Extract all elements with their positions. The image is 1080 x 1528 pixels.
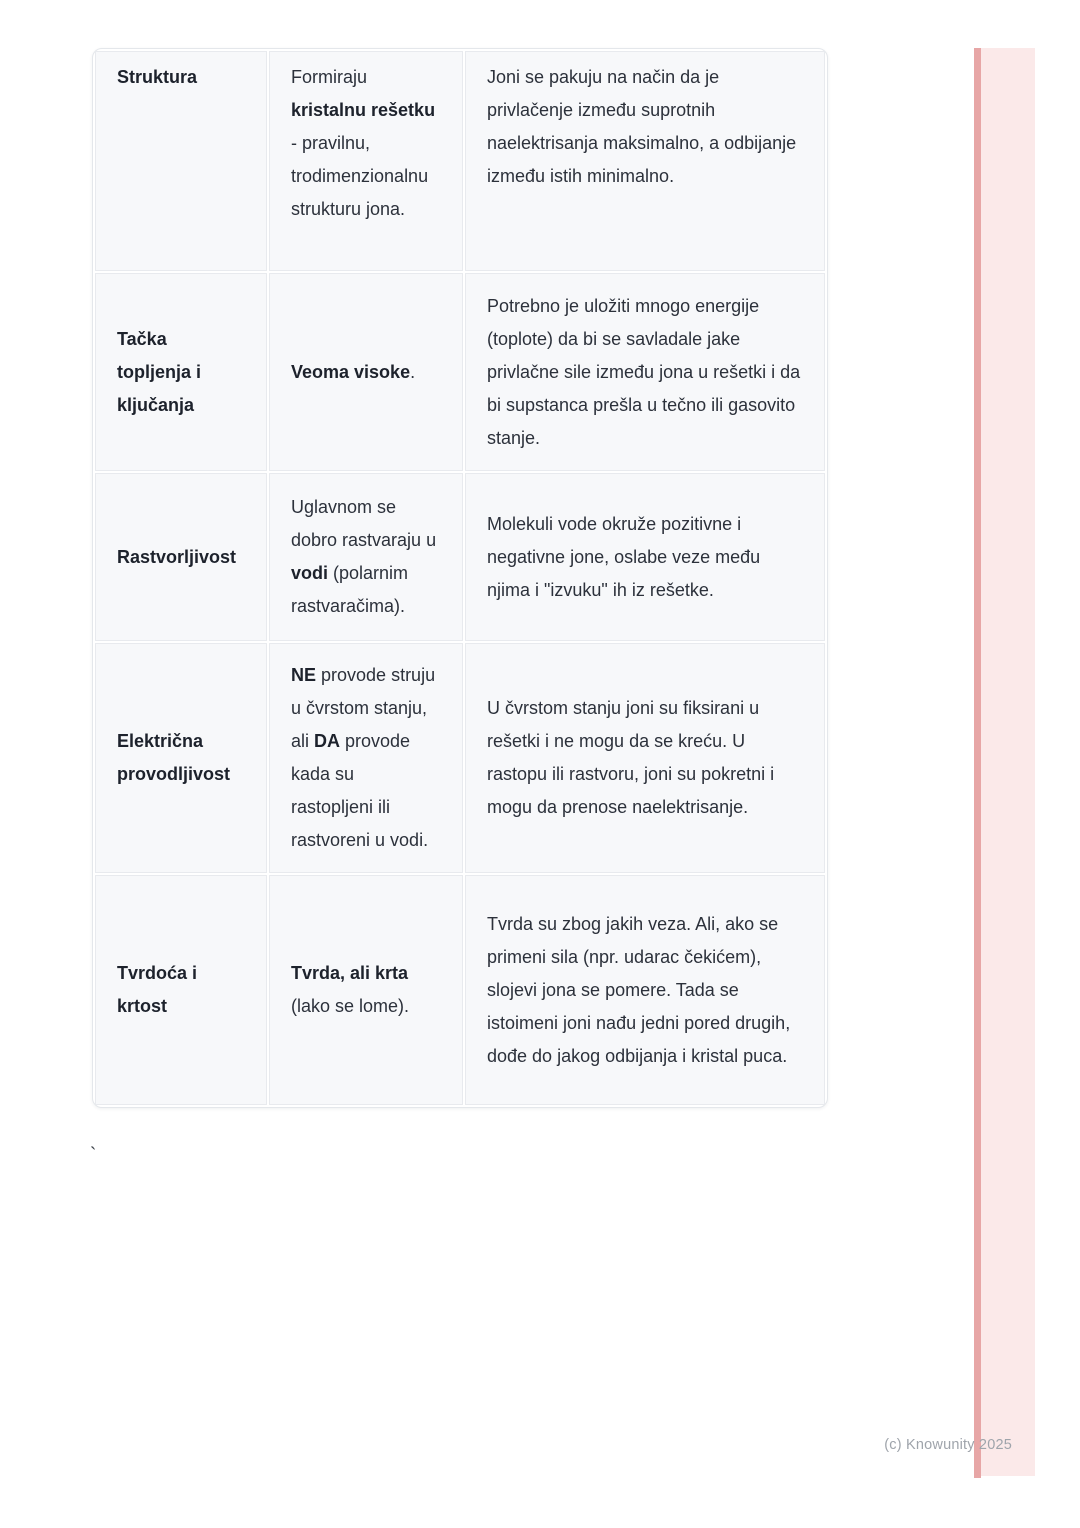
stray-backtick-mark: `: [90, 1145, 97, 1166]
property-explanation-cell: Potrebno je uložiti mnogo energije (toplote) da bi se savladale jake privlačne sile između jona u rešetki i da bi supstanca prešla u tečno ili gasovito stanje.: [465, 273, 825, 471]
property-name-cell: Električna provodljivost: [95, 643, 267, 873]
property-name-cell: Tvrdoća i krtost: [95, 875, 267, 1105]
table-body: [95, 51, 825, 1105]
table-row: [95, 273, 825, 471]
properties-table: [92, 48, 828, 1108]
property-value-cell: NE provode struju u čvrstom stanju, ali DA provode kada su rastopljeni ili rastvoreni u vodi.: [269, 643, 463, 873]
property-name-cell: Rastvorljivost: [95, 473, 267, 641]
property-explanation-cell: Molekuli vode okruže pozitivne i negativne jone, oslabe veze među njima i "izvuku" ih iz rešetke.: [465, 473, 825, 641]
page-edge-stripe-line: [974, 48, 981, 1478]
table-row: [95, 473, 825, 641]
property-explanation-cell: Tvrda su zbog jakih veza. Ali, ako se primeni sila (npr. udarac čekićem), slojevi jona se pomere. Tada se istoimeni joni nađu jedni pored drugih, dođe do jakog odbijanja i kristal puca.: [465, 875, 825, 1105]
property-value-cell: Uglavnom se dobro rastvaraju u vodi (polarnim rastvaračima).: [269, 473, 463, 641]
property-explanation-cell: Joni se pakuju na način da je privlačenje između suprotnih naelektrisanja maksimalno, a odbijanje između istih minimalno.: [465, 51, 825, 271]
property-name-cell: Struktura: [95, 51, 267, 271]
table-row: [95, 643, 825, 873]
ionic-compounds-table: [93, 49, 827, 1107]
property-value-cell: Veoma visoke.: [269, 273, 463, 471]
property-value-cell: Tvrda, ali krta (lako se lome).: [269, 875, 463, 1105]
table-row: [95, 51, 825, 271]
property-explanation-cell: U čvrstom stanju joni su fiksirani u rešetki i ne mogu da se kreću. U rastopu ili rastvoru, joni su pokretni i mogu da prenose naelektrisanje.: [465, 643, 825, 873]
page-edge-stripe-panel: [981, 48, 1035, 1476]
property-name-cell: Tačka topljenja i ključanja: [95, 273, 267, 471]
table-row: [95, 875, 825, 1105]
watermark-text: (c) Knowunity 2025: [884, 1437, 1012, 1453]
property-value-cell: Formiraju kristalnu rešetku - pravilnu, trodimenzionalnu strukturu jona.: [269, 51, 463, 271]
